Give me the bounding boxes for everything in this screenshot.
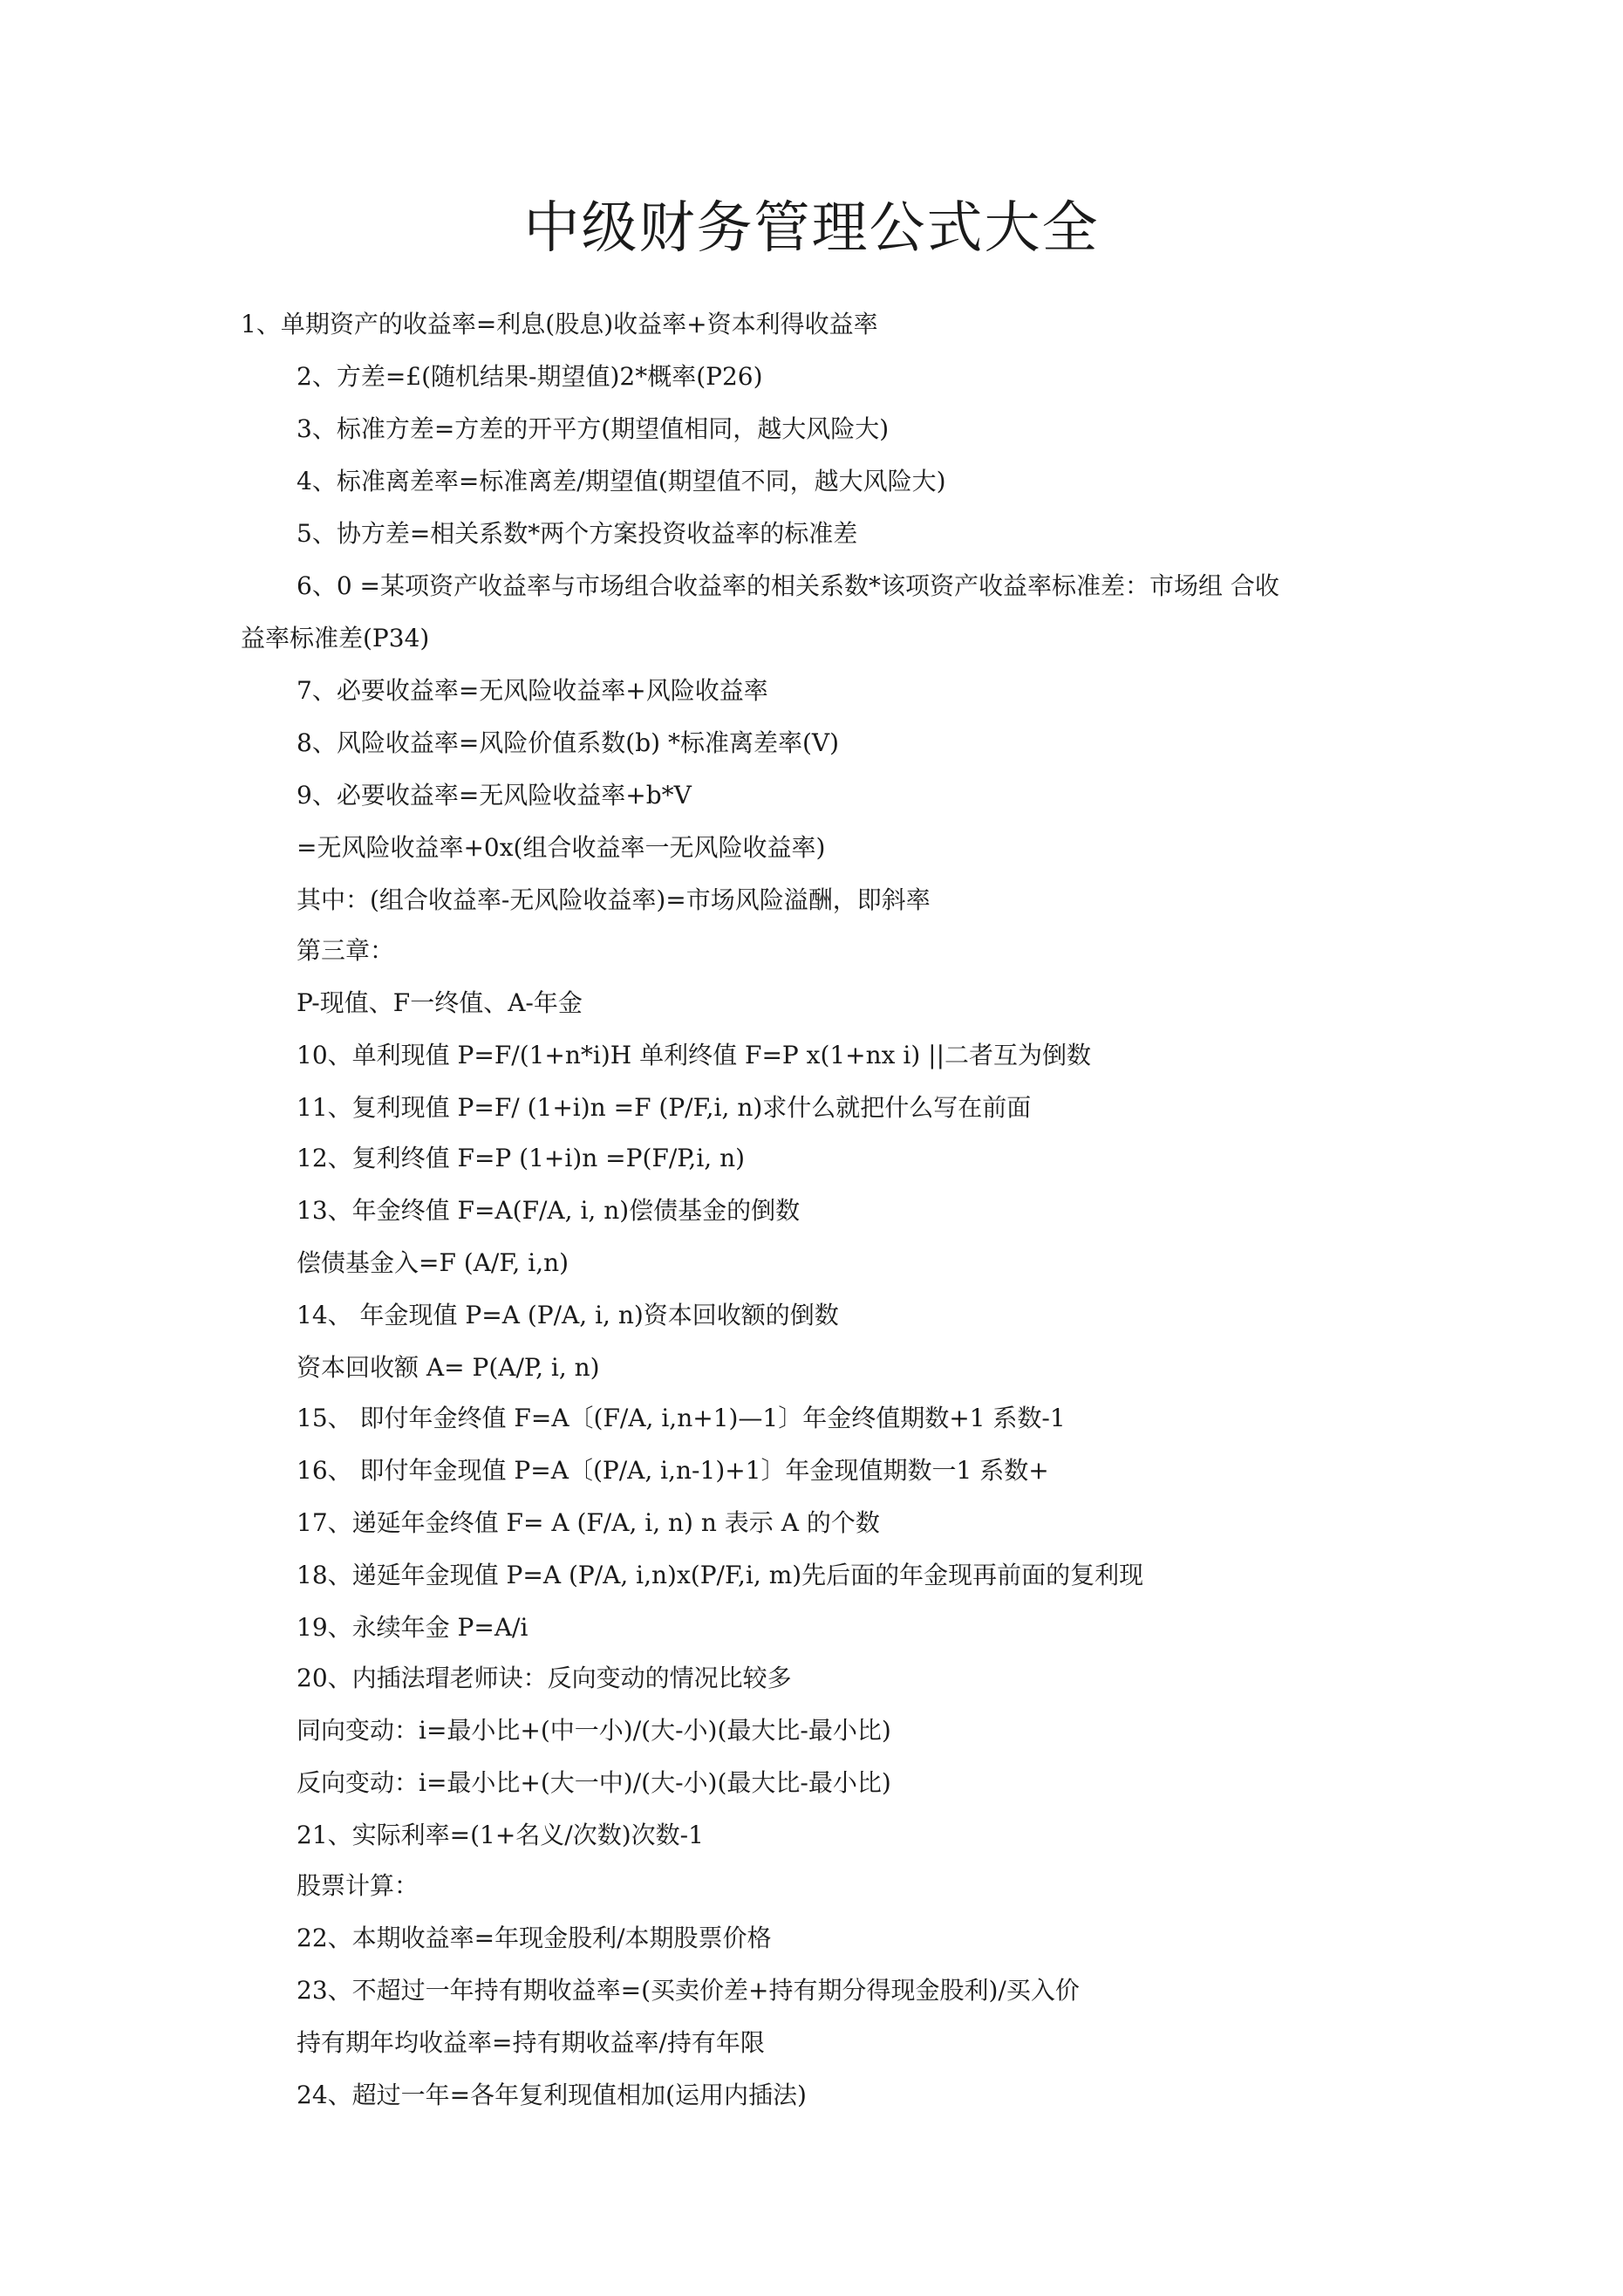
text-line: 24、超过一年=各年复利现值相加(运用内插法) [297,2081,807,2109]
text-line: 13、年金终值 F=A(F/A, i, n)偿债基金的倒数 [297,1196,801,1225]
text-line: 1、单期资产的收益率=利息(股息)收益率+资本利得收益率 [241,310,878,338]
text-line: 17、递延年金终值 F= A (F/A, i, n) n 表示 A 的个数 [297,1508,880,1537]
text-line: 18、递延年金现值 P=A (P/A, i,n)x(P/F,i, m)先后面的年金现再前面的复利现 [297,1561,1144,1589]
text-line: 9、必要收益率=无风险收益率+b*V [297,781,692,810]
text-line: 益率标准差(P34) [241,624,430,653]
text-line: 5、协方差=相关系数*两个方案投资收益率的标准差 [297,519,858,548]
text-line: 12、复利终值 F=P (1+i)n =P(F/P,i, n) [297,1144,746,1172]
text-line: =无风险收益率+0x(组合收益率一无风险收益率) [297,833,826,862]
document-title: 中级财务管理公式大全 [523,196,1100,261]
text-line: 资本回收额 A= P(A/P, i, n) [297,1353,600,1382]
text-line: 10、单利现值 P=F/(1+n*i)H 单利终值 F=P x(1+nx i) ||二者互为倒数 [297,1041,1092,1069]
text-line: 2、方差=£(随机结果-期望值)2*概率(P26) [297,362,763,391]
text-line: 反向变动：i=最小比+(大一中)/(大-小)(最大比-最小比) [297,1768,891,1797]
text-line: 19、永续年金 P=A/i [297,1613,528,1642]
text-line: 6、0 =某项资产收益率与市场组合收益率的相关系数*该项资产收益率标准差：市场组 合收 [297,571,1279,600]
text-line: P-现值、F一终值、A-年金 [297,988,583,1017]
text-line: 21、实际利率=(1+名义/次数)次数-1 [297,1821,704,1849]
text-line: 同向变动：i=最小比+(中一小)/(大-小)(最大比-最小比) [297,1716,891,1745]
text-line: 7、必要收益率=无风险收益率+风险收益率 [297,676,768,705]
text-line: 22、本期收益率=年现金股利/本期股票价格 [297,1924,772,1952]
text-line: 其中：(组合收益率-无风险收益率)=市场风险溢酬，即斜率 [297,885,931,914]
text-line: 4、标准离差率=标准离差/期望值(期望值不同，越大风险大) [297,467,946,495]
text-line: 20、内插法瑁老师诀：反向变动的情况比较多 [297,1664,792,1692]
section-heading: 第三章： [297,936,395,965]
section-heading: 股票计算： [297,1871,419,1900]
text-line: 15、 即付年金终值 F=A〔(F/A, i,n+1)—1〕年金终值期数+1 系数-1 [297,1404,1066,1432]
text-line: 持有期年均收益率=持有期收益率/持有年限 [297,2028,765,2057]
text-line: 11、复利现值 P=F/ (1+i)n =F (P/F,i, n)求什么就把什么写在前面 [297,1093,1032,1122]
text-line: 16、 即付年金现值 P=A〔(P/A, i,n-1)+1〕年金现值期数一1 系数+ [297,1456,1049,1485]
text-line: 23、不超过一年持有期收益率=(买卖价差+持有期分得现金股利)/买入价 [297,1976,1080,2005]
text-line: 3、标准方差=方差的开平方(期望值相同，越大风险大) [297,414,890,443]
text-line: 8、风险收益率=风险价值系数(b) *标准离差率(V) [297,728,840,757]
text-line: 14、 年金现值 P=A (P/A, i, n)资本回收额的倒数 [297,1301,839,1329]
text-line: 偿债基金入=F (A/F, i,n) [297,1248,569,1277]
